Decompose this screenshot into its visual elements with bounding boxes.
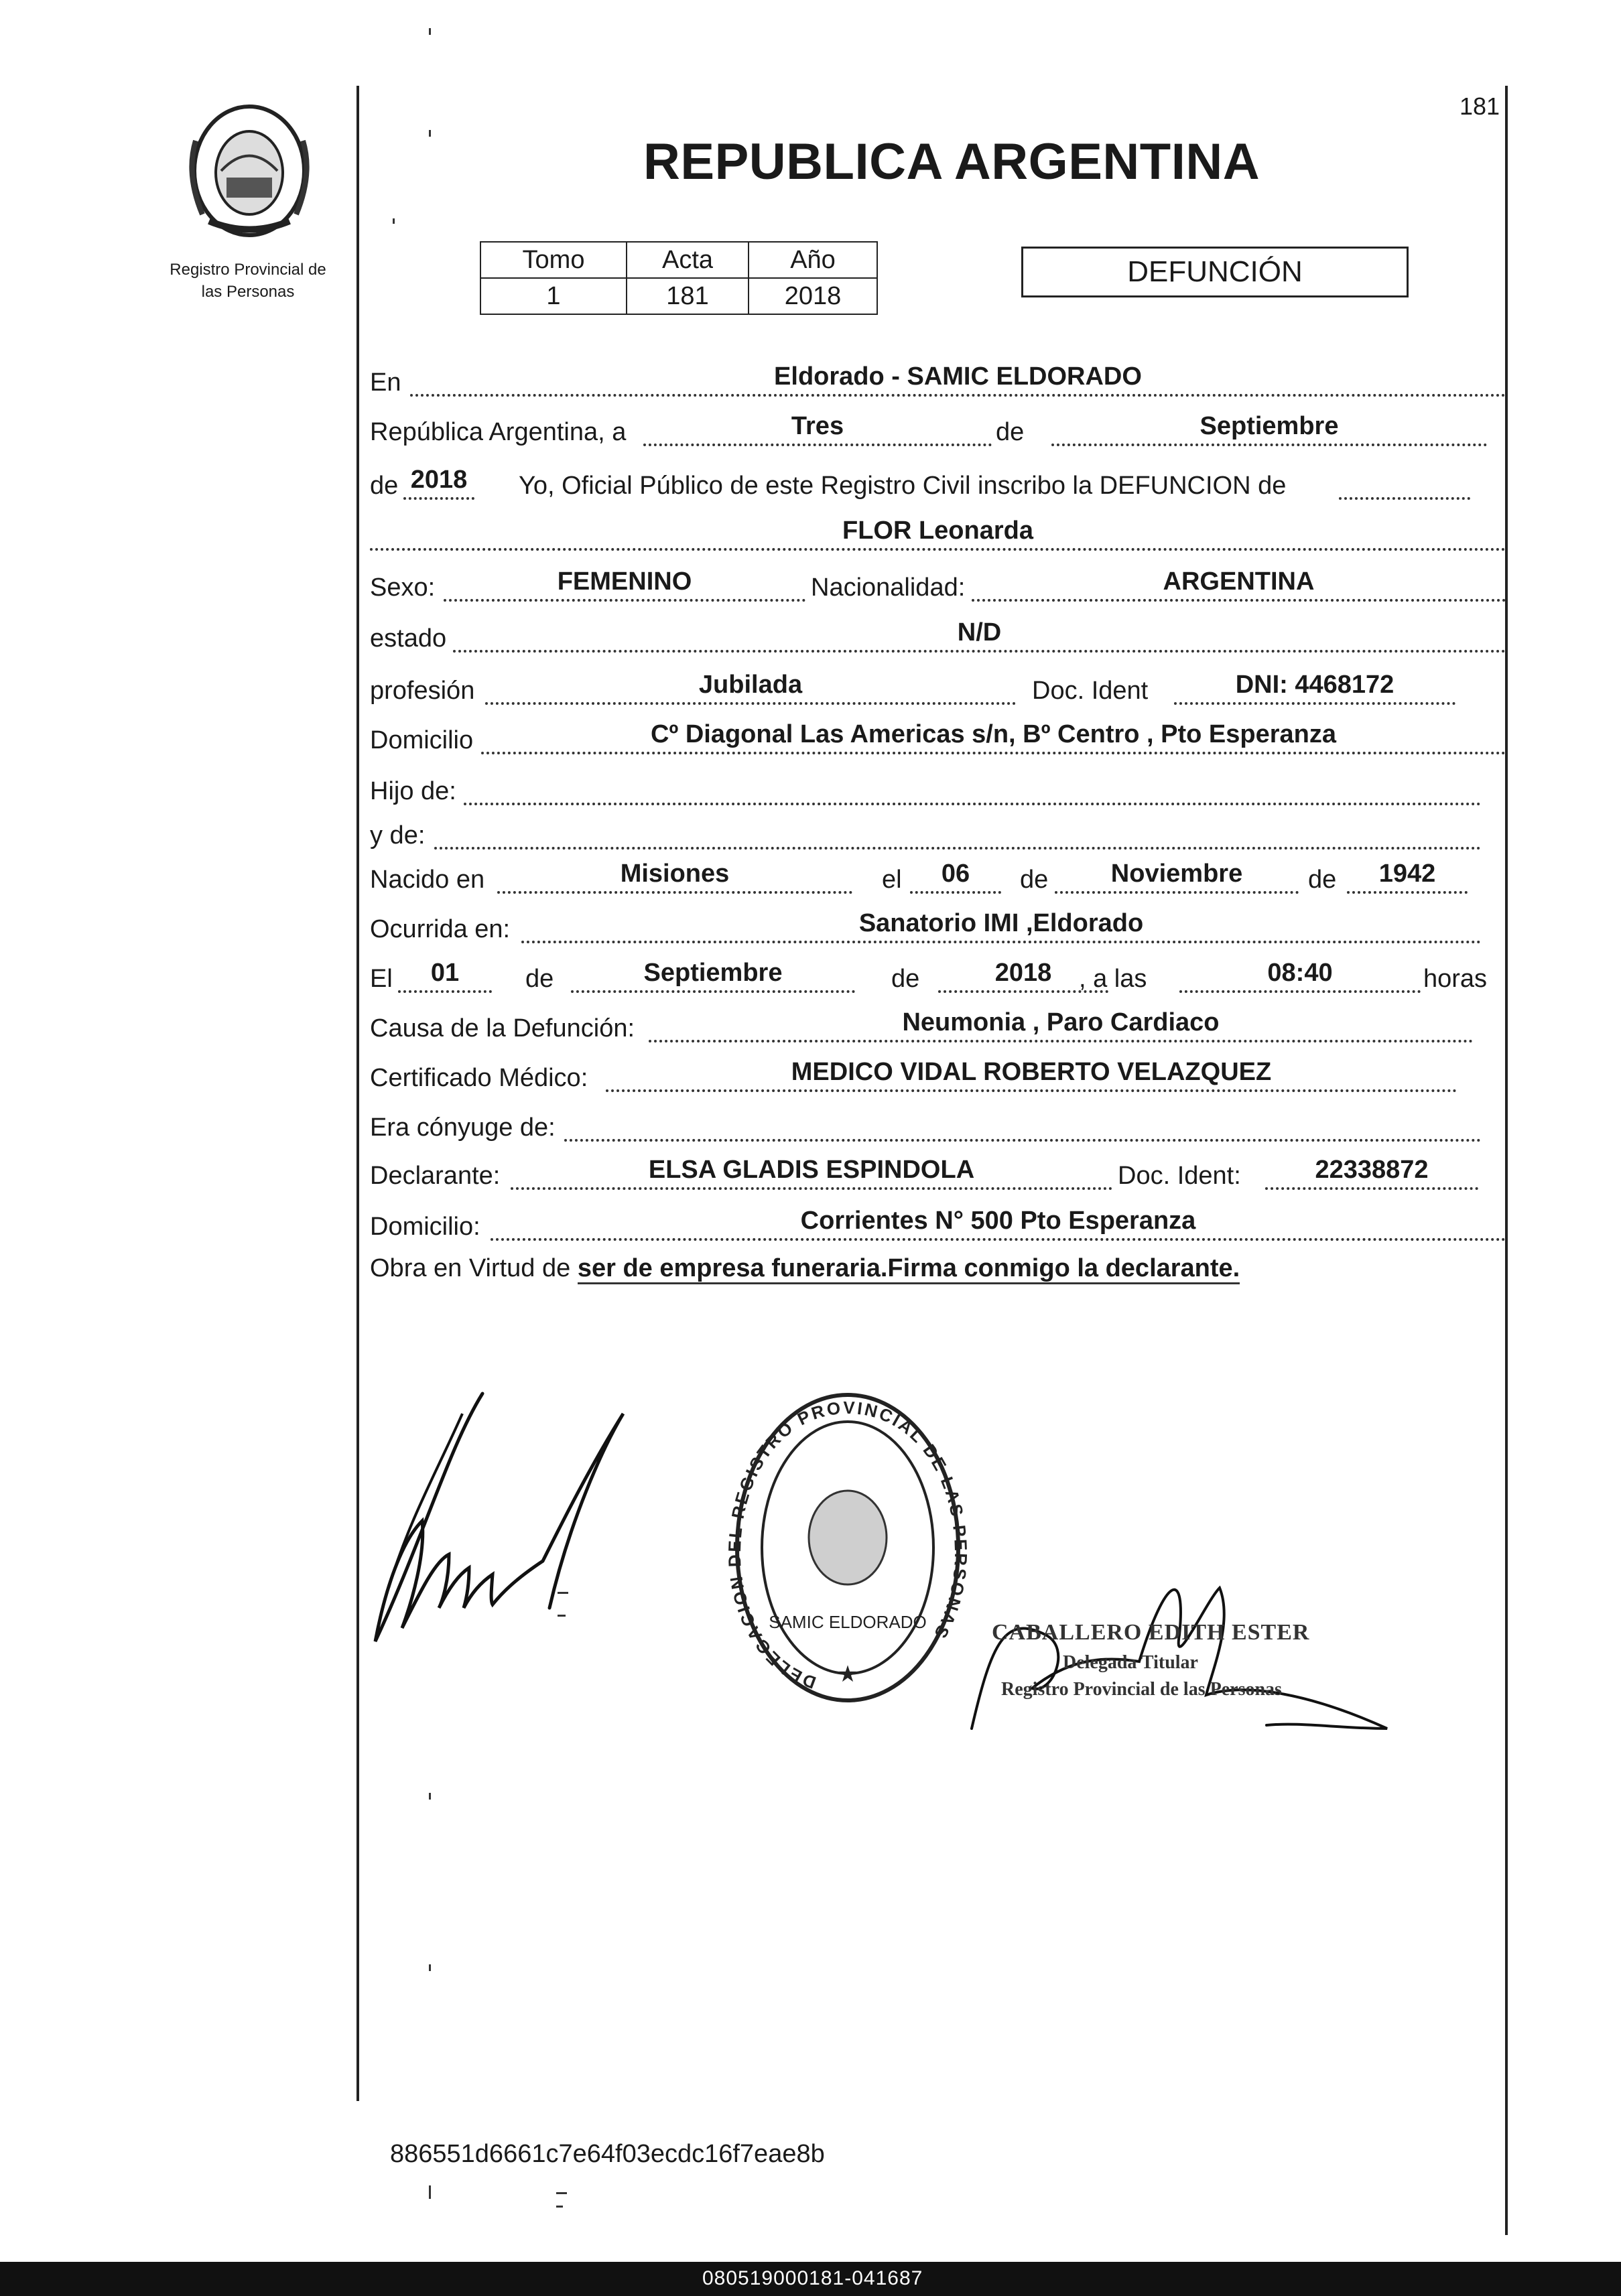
row-hijo-de (370, 770, 1506, 813)
label-estado: estado (370, 624, 447, 653)
label-republica: República Argentina, a (370, 418, 627, 446)
row-fecha-defuncion (370, 958, 1506, 1001)
field-nombre[interactable]: FLOR Leonarda (370, 516, 1506, 551)
field-lugar-nacimiento[interactable]: Misiones (497, 859, 852, 894)
field-profesion[interactable]: Jubilada (485, 670, 1016, 705)
footer-code: 080519000181-041687 (702, 2267, 923, 2289)
stray-mark (556, 2206, 563, 2208)
field-anio-registro[interactable]: 2018 (403, 465, 474, 500)
label-ocurrida-en: Ocurrida en: (370, 915, 511, 943)
label-de-5: de (525, 965, 554, 993)
row-sexo (370, 567, 1506, 610)
row-certificado (370, 1057, 1506, 1100)
field-dia-registro[interactable]: Tres (643, 411, 992, 446)
officer-office: Registro Provincial de las Personas (1001, 1679, 1282, 1700)
label-y-de: y de: (370, 821, 426, 850)
field-conyuge[interactable] (564, 1107, 1481, 1142)
field-hijo-de[interactable] (464, 770, 1481, 805)
label-declarante: Declarante: (370, 1162, 501, 1190)
record-table-values (480, 278, 877, 314)
field-y-de[interactable] (434, 815, 1481, 850)
field-estado[interactable]: N/D (453, 618, 1506, 653)
row-domicilio (370, 720, 1506, 762)
row-lugar (370, 362, 1506, 405)
field-nacionalidad[interactable]: ARGENTINA (972, 567, 1506, 602)
label-de-6: de (891, 965, 920, 993)
svg-text:★: ★ (837, 1662, 858, 1687)
value-anio: 2018 (749, 278, 877, 314)
label-a-las: , a las (1079, 965, 1147, 993)
label-certificado: Certificado Médico: (370, 1064, 588, 1092)
row-estado (370, 618, 1506, 661)
label-nacionalidad: Nacionalidad: (811, 573, 966, 602)
province-coat-of-arms-icon (182, 100, 316, 241)
field-obra: ser de empresa funeraria.Firma conmigo la declarante. (578, 1254, 1240, 1284)
header-acta: Acta (627, 242, 749, 278)
header-anio: Año (749, 242, 877, 278)
field-mes-defuncion[interactable]: Septiembre (571, 958, 855, 993)
label-hijo-de: Hijo de: (370, 777, 456, 805)
label-en: En (370, 368, 401, 397)
header-tomo: Tomo (480, 242, 627, 278)
field-hora[interactable]: 08:40 (1179, 958, 1421, 993)
label-de-2: de (370, 472, 399, 500)
row-domicilio-declarante (370, 1206, 1506, 1249)
label-el-cap: El (370, 965, 393, 993)
field-doc[interactable]: DNI: 4468172 (1174, 670, 1455, 705)
field-declarante[interactable]: ELSA GLADIS ESPINDOLA (511, 1155, 1112, 1190)
field-causa[interactable]: Neumonia , Paro Cardiaco (649, 1008, 1473, 1042)
officer-name: CABALLERO EDITH ESTER (992, 1620, 1310, 1645)
row-y-de (370, 815, 1506, 858)
label-doc-ident-2: Doc. Ident: (1118, 1162, 1241, 1190)
value-acta: 181 (627, 278, 749, 314)
row-nacimiento (370, 859, 1506, 902)
row-ocurrida (370, 908, 1506, 951)
seal-ring-text: DELEGACION DEL REGISTRO PROVINCIAL DE LAS PERSONAS (724, 1397, 972, 1693)
label-horas: horas (1423, 965, 1488, 993)
stray-mark (429, 28, 431, 35)
field-doc-declarante[interactable]: 22338872 (1265, 1155, 1478, 1190)
record-type-box: DEFUNCIÓN (1021, 247, 1409, 297)
field-dia-nacimiento[interactable]: 06 (910, 859, 1001, 894)
field-mes-nacimiento[interactable]: Noviembre (1055, 859, 1299, 894)
stray-mark (393, 218, 395, 224)
field-anio-nacimiento[interactable]: 1942 (1347, 859, 1468, 894)
declarant-signature-icon (348, 1387, 630, 1668)
stray-mark (429, 130, 431, 137)
field-sexo[interactable]: FEMENINO (444, 567, 805, 602)
page-title: REPUBLICA ARGENTINA (643, 133, 1260, 190)
label-sexo: Sexo: (370, 573, 436, 602)
label-yo: Yo, Oficial Público de este Registro Civil inscribo la DEFUNCION de (519, 472, 1287, 500)
field-certificado[interactable]: MEDICO VIDAL ROBERTO VELAZQUEZ (606, 1057, 1457, 1092)
label-doc-ident: Doc. Ident (1032, 677, 1149, 705)
stray-mark (558, 1592, 568, 1594)
label-causa: Causa de la Defunción: (370, 1014, 635, 1042)
record-table-header (480, 242, 877, 278)
officer-role: Delegada Titular (1063, 1652, 1198, 1673)
registry-caption-line1: Registro Provincial de (170, 261, 326, 279)
registry-caption-line2: las Personas (201, 283, 295, 301)
label-domicilio-2: Domicilio: (370, 1213, 480, 1241)
label-de-3: de (1020, 866, 1049, 894)
left-margin-line (356, 86, 359, 2101)
seal-inner-text: SAMIC ELDORADO (769, 1612, 927, 1632)
stray-mark (429, 2185, 431, 2199)
field-lugar[interactable]: Eldorado - SAMIC ELDORADO (410, 362, 1506, 397)
field-mes-registro[interactable]: Septiembre (1051, 411, 1487, 446)
label-de: de (996, 418, 1025, 446)
field-domicilio[interactable]: Cº Diagonal Las Americas s/n, Bº Centro , Pto Esperanza (481, 720, 1506, 754)
row-fecha-registro (370, 411, 1506, 454)
value-tomo: 1 (480, 278, 627, 314)
label-obra: Obra en Virtud de (370, 1254, 571, 1282)
footer-bar (0, 2262, 1621, 2296)
row-declarante (370, 1155, 1506, 1198)
field-domicilio-declarante[interactable]: Corrientes N° 500 Pto Esperanza (491, 1206, 1506, 1241)
row-profesion (370, 670, 1506, 713)
field-dia-defuncion[interactable]: 01 (398, 958, 492, 993)
stray-mark (429, 1964, 431, 1971)
row-nombre (370, 516, 1506, 559)
stray-mark (429, 1793, 431, 1800)
label-nacido-en: Nacido en (370, 866, 485, 894)
field-ocurrida-en[interactable]: Sanatorio IMI ,Eldorado (521, 908, 1481, 943)
document-hash: 886551d6661c7e64f03ecdc16f7eae8b (390, 2140, 825, 2168)
closing-line (370, 1254, 1240, 1283)
field-anio-defuncion[interactable]: 2018 (938, 958, 1108, 993)
stray-mark (558, 1615, 566, 1617)
row-causa (370, 1008, 1506, 1051)
registry-caption (137, 259, 359, 303)
registry-seal-icon (724, 1387, 972, 1722)
field-blank-oficial[interactable] (1339, 465, 1470, 500)
label-profesion: profesión (370, 677, 475, 705)
row-oficial (370, 465, 1506, 508)
stray-mark (556, 2192, 567, 2194)
label-conyuge: Era cónyuge de: (370, 1113, 556, 1142)
row-conyuge (370, 1107, 1506, 1150)
label-el: el (882, 866, 902, 894)
record-table (480, 241, 878, 315)
page-number: 181 (1460, 92, 1500, 120)
label-domicilio: Domicilio (370, 726, 474, 754)
label-de-4: de (1308, 866, 1337, 894)
